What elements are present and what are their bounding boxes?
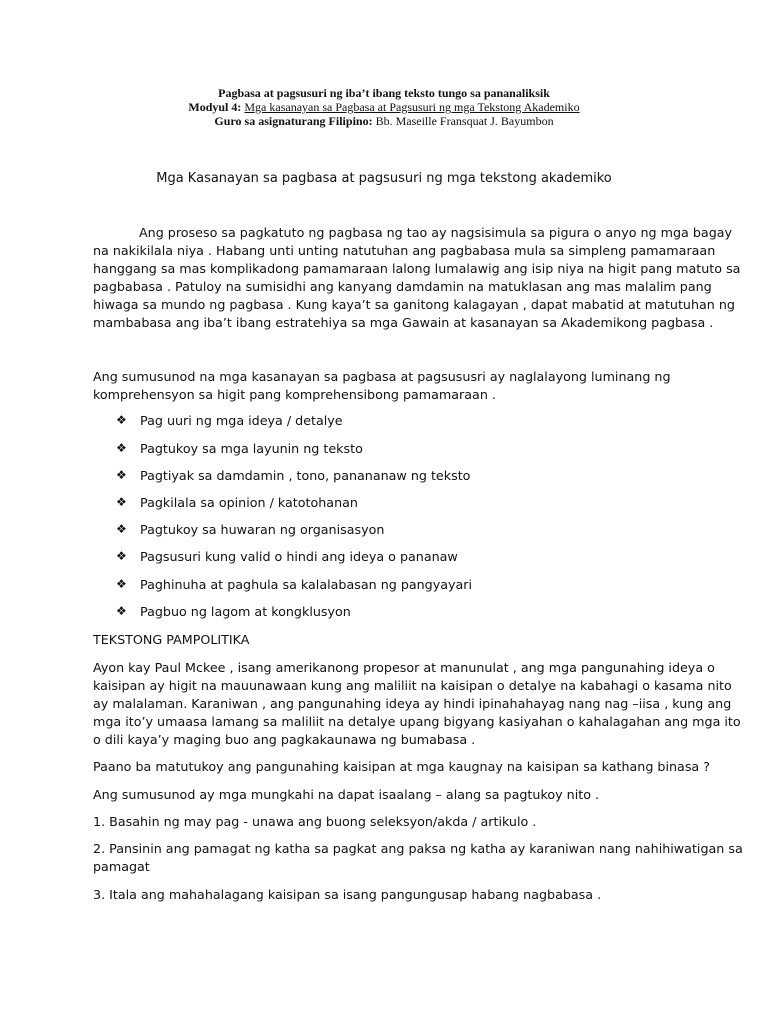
step-item: 3. Itala ang mahahalagang kaisipan sa isang pangungusap habang nagbabasa . (93, 887, 602, 902)
section-paragraph-line: ay malalaman. Karaniwan , ang pangunahing ideya ay hindi ipinahahayag nang nag –iisa , kung ang (93, 696, 732, 711)
section-paragraph-line: o dili kaya’y maging buo ang pagkakaunawa ng bumabasa . (93, 732, 476, 747)
list-item: Pagkilala sa opinion / katotohanan (140, 495, 358, 510)
step-item: 2. Pansinin ang pamagat ng katha sa pagkat ang paksa ng katha ay karaniwan nang nahihiwatigan sa (93, 841, 743, 856)
list-item: Paghinuha at paghula sa kalalabasan ng pangyayari (140, 577, 473, 592)
diamond-bullet-icon: ❖ (116, 577, 127, 591)
diamond-bullet-icon: ❖ (116, 413, 127, 427)
module-label: Modyul 4: (188, 100, 242, 114)
intro-line: pagbabasa . Patuloy na sumisidhi ang kanyang damdamin na matuklasan ang mas malalim pang (93, 279, 712, 294)
list-item: Pagtukoy sa mga layunin ng teksto (140, 441, 363, 456)
list-intro-line: komprehensyon sa higit pang komprehensibong pamamaraan . (93, 387, 496, 402)
list-item: Pagtukoy sa huwaran ng organisasyon (140, 522, 385, 537)
diamond-bullet-icon: ❖ (116, 468, 127, 482)
intro-line: mambabasa ang iba’t ibang estratehiya sa mga Gawain at kasanayan sa Akademikong pagbasa . (93, 315, 714, 330)
teacher-label: Guro sa asignaturang Filipino: (214, 114, 373, 128)
intro-line: Ang proseso sa pagkatuto ng pagbasa ng tao ay nagsisimula sa pigura o anyo ng mga bagay (139, 225, 733, 240)
document-title: Mga Kasanayan sa pagbasa at pagsusuri ng mga tekstong akademiko (156, 171, 612, 186)
section-heading: TEKSTONG PAMPOLITIKA (93, 632, 250, 647)
list-item: Pag uuri ng mga ideya / detalye (140, 413, 343, 428)
question-line: Paano ba matutukoy ang pangunahing kaisipan at mga kaugnay na kaisipan sa kathang binasa ? (93, 759, 710, 774)
list-item: Pagtiyak sa damdamin , tono, panananaw ng teksto (140, 468, 471, 483)
section-paragraph-line: kaisipan ay higit na mauunawaan kung ang maliliit na kaisipan o detalye na kabahagi o kasama nito (93, 678, 732, 693)
teacher-name: Bb. Maseille Fransquat J. Bayumbon (375, 114, 554, 128)
step-item: 1. Basahin ng may pag - unawa ang buong seleksyon/akda / artikulo . (93, 814, 537, 829)
diamond-bullet-icon: ❖ (116, 495, 127, 509)
intro-line: hanggang sa mas komplikadong pamamaraan lalong lumalawig ang isip niya na higit pang matuto sa (93, 261, 741, 276)
suggestions-intro: Ang sumusunod ay mga mungkahi na dapat isaalang – alang sa pagtukoy nito . (93, 787, 600, 802)
diamond-bullet-icon: ❖ (116, 549, 127, 563)
list-item: Pagbuo ng lagom at kongklusyon (140, 604, 351, 619)
module-line (0, 100, 768, 115)
section-paragraph-line: Ayon kay Paul Mckee , isang amerikanong propesor at manunulat , ang mga pangunahing ideya o (93, 660, 715, 675)
diamond-bullet-icon: ❖ (116, 441, 127, 455)
list-item: Pagsusuri kung valid o hindi ang ideya o pananaw (140, 549, 458, 564)
section-paragraph-line: mga ito’y umaasa lamang sa maliliit na detalye upang bigyang kasiyahan o kahalagahan ang mga ito (93, 714, 741, 729)
step-item-continuation: pamagat (93, 859, 150, 874)
diamond-bullet-icon: ❖ (116, 522, 127, 536)
intro-line: hiwaga sa mundo ng pagbasa . Kung kaya’t sa ganitong kalagayan , dapat mabatid at matutuhan ng (93, 297, 735, 312)
intro-line: na nakikilala niya . Habang unti unting natutuhan ang pagbabasa mula sa simpleng pamamaraan (93, 243, 716, 258)
list-intro-line: Ang sumusunod na mga kasanayan sa pagbasa at pagsususri ay naglalayong luminang ng (93, 369, 671, 384)
teacher-line (0, 114, 768, 129)
course-title: Pagbasa at pagsusuri ng iba’t ibang teksto tungo sa pananaliksik (218, 86, 550, 100)
module-title: Mga kasanayan sa Pagbasa at Pagsusuri ng mga Tekstong Akademiko (244, 100, 580, 114)
diamond-bullet-icon: ❖ (116, 604, 127, 618)
